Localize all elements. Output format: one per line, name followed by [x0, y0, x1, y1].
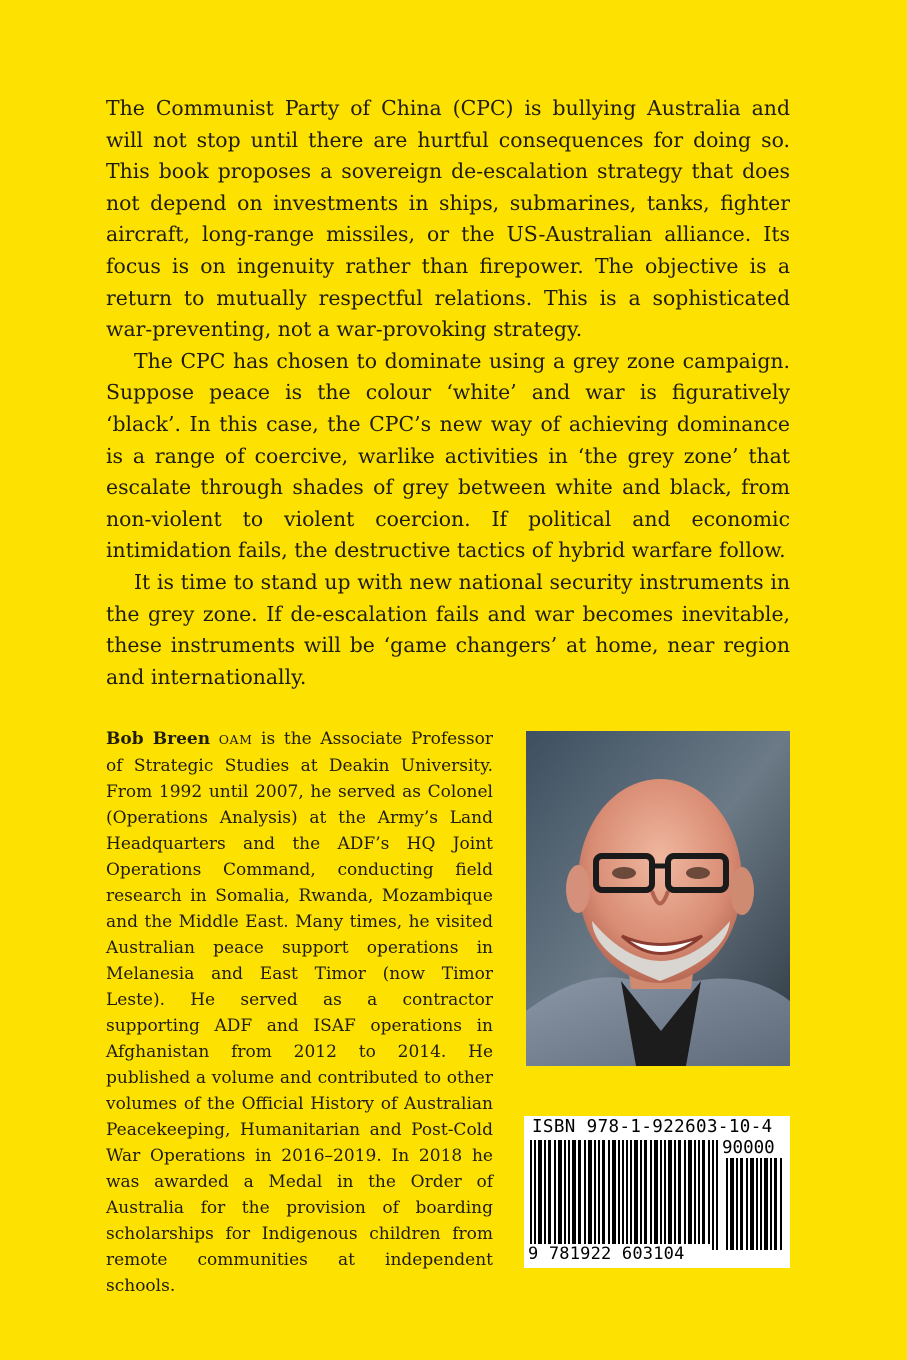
isbn-label: ISBN 978-1-922603-10-4 — [532, 1117, 773, 1137]
blurb-paragraph-1: The Communist Party of China (CPC) is bullying Australia and will not stop until there are hurtful consequences for doing so. This book proposes a sovereign de-escalation strategy that does not depend on investments in ships, submarines, tanks, fighter aircraft, long-range missiles, or the US-Australian alliance. Its focus is on ingenuity rather than firepower. The objective is a return to mutually respectful relations. This is a sophisticated war-preventing, not a war-provoking strategy. — [106, 96, 790, 342]
blurb-paragraph-3: It is time to stand up with new national security instruments in the grey zone. If de-escalation fails and war becomes inevitable, these instruments will be ‘game changers’ at home, near region and internationally. — [106, 569, 790, 689]
author-portrait-illustration — [526, 731, 790, 1066]
author-bio — [106, 726, 493, 1299]
author-honour: OAM — [218, 732, 253, 747]
blurb — [106, 93, 790, 693]
blurb-paragraph-2: The CPC has chosen to dominate using a grey zone campaign. Suppose peace is the colour ‘white’ and war is figuratively ‘black’. In this case, the CPC’s new way of achieving dominance is a range of coercive, warlike activities in ‘the grey zone’ that escalate through shades of grey between white and black, from non-violent to violent coercion. If political and economic intimidation fails, the destructive tactics of hybrid warfare follow. — [106, 348, 790, 563]
price-addon: 90000 — [722, 1138, 775, 1158]
barcode-digits: 9 781922 603104 — [528, 1244, 685, 1264]
author-name: Bob Breen — [106, 729, 211, 749]
author-bio-text: is the Associate Professor of Strategic Studies at Deakin University. From 1992 until 2007, he served as Colonel (Operations Analysis) at the Army’s Land Headquarters and the ADF’s HQ Joint Operations Command, conducting field research in Somalia, Rwanda, Mozambique and the Middle East. Many times, he visited Australian peace support operations in Melanesia and East Timor (now Timor Leste). He served as a contractor supporting ADF and ISAF operations in Afghanistan from 2012 to 2014. He published a volume and contributed to other volumes of the Official History of Australian Peacekeeping, Humanitarian and Post-Cold War Operations in 2016–2019. In 2018 he was awarded a Medal in the Order of Australia for the provision of boarding scholarships for Indigenous children from remote communities at independent schools. — [106, 729, 493, 1296]
isbn-barcode — [524, 1116, 790, 1268]
author-photo — [526, 731, 790, 1066]
barcode-bars-icon — [530, 1140, 786, 1250]
